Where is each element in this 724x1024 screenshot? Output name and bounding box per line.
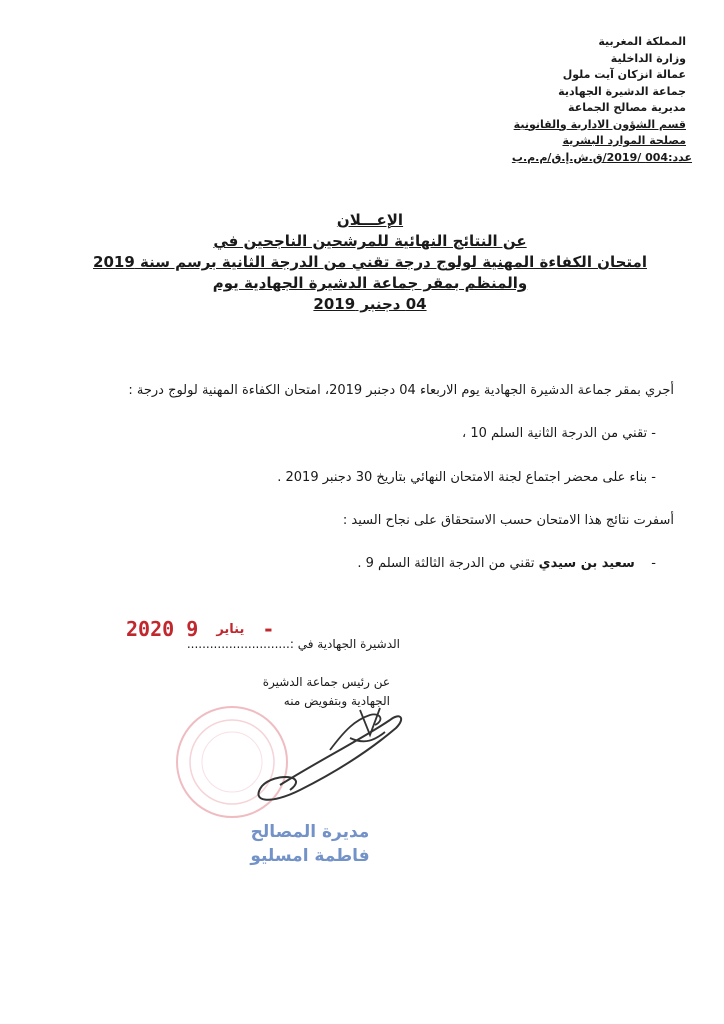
body-item-2: - بناء على محضر اجتماع لجنة الامتحان النهائي بتاريخ 30 دجنبر 2019 . bbox=[277, 470, 656, 485]
title-line-4: والمنظم بمقر جماعة الدشيرة الجهادية يوم bbox=[212, 274, 528, 292]
title-line-5: 04 دجنبر 2019 bbox=[313, 295, 427, 313]
stamp-day: 9 - bbox=[186, 617, 275, 641]
title-line-1: الإعـــلان bbox=[336, 211, 404, 229]
winner-dash: - bbox=[651, 556, 656, 571]
signatory-line-1: عن رئيس جماعة الدشيرة bbox=[262, 675, 390, 689]
letterhead-line-2: وزارة الداخلية bbox=[610, 51, 686, 65]
signatory-line-2: الجهادية وبتفويض منه bbox=[283, 694, 390, 708]
stamp-year: 2020 bbox=[126, 617, 175, 641]
date-label: الدشيرة الجهادية في :........................... bbox=[186, 637, 400, 651]
letterhead bbox=[506, 34, 692, 166]
director-stamp-line-2: فاطمة امسليو bbox=[250, 846, 370, 866]
winner-name: سعيد بن سيدي bbox=[538, 556, 635, 571]
announcement-title bbox=[60, 210, 680, 315]
letterhead-line-5: مديرية مصالح الجماعة bbox=[568, 101, 686, 114]
body-result: أسفرت نتائج هذا الامتحان حسب الاستحقاق على نجاح السيد : bbox=[342, 513, 674, 528]
winner-details: تقني من الدرجة الثالثة السلم 9 . bbox=[357, 556, 535, 571]
stamp-month: يناير bbox=[216, 622, 245, 637]
title-line-3: امتحان الكفاءة المهنية لولوج درجة تقني من الدرجة الثانية برسم سنة 2019 bbox=[93, 253, 647, 271]
date-area bbox=[100, 615, 400, 675]
letterhead-line-4: جماعة الدشيرة الجهادية bbox=[558, 84, 686, 98]
letterhead-line-3: عمالة انزكان آيت ملول bbox=[562, 68, 686, 81]
director-stamp bbox=[240, 820, 380, 868]
body-intro: أجري بمقر جماعة الدشيرة الجهادية يوم الاربعاء 04 دجنبر 2019، امتحان الكفاءة المهنية لولوج درجة : bbox=[128, 383, 674, 398]
body-item-1: - تقني من الدرجة الثانية السلم 10 ، bbox=[462, 426, 656, 441]
letterhead-line-6: قسم الشؤون الادارية والقانونية bbox=[513, 117, 686, 131]
reference-number: عدد:004 /2019/ق.ش.إ.ق/م.م.ب bbox=[511, 150, 692, 164]
winner-line bbox=[357, 556, 656, 571]
letterhead-line-1: المملكة المغربية bbox=[598, 35, 686, 48]
letterhead-line-7: مصلحة الموارد البشرية bbox=[562, 134, 686, 147]
director-stamp-line-1: مديرة المصالح bbox=[250, 822, 370, 842]
title-line-2: عن النتائج النهائية للمرشحين الناجحين في bbox=[213, 232, 527, 250]
